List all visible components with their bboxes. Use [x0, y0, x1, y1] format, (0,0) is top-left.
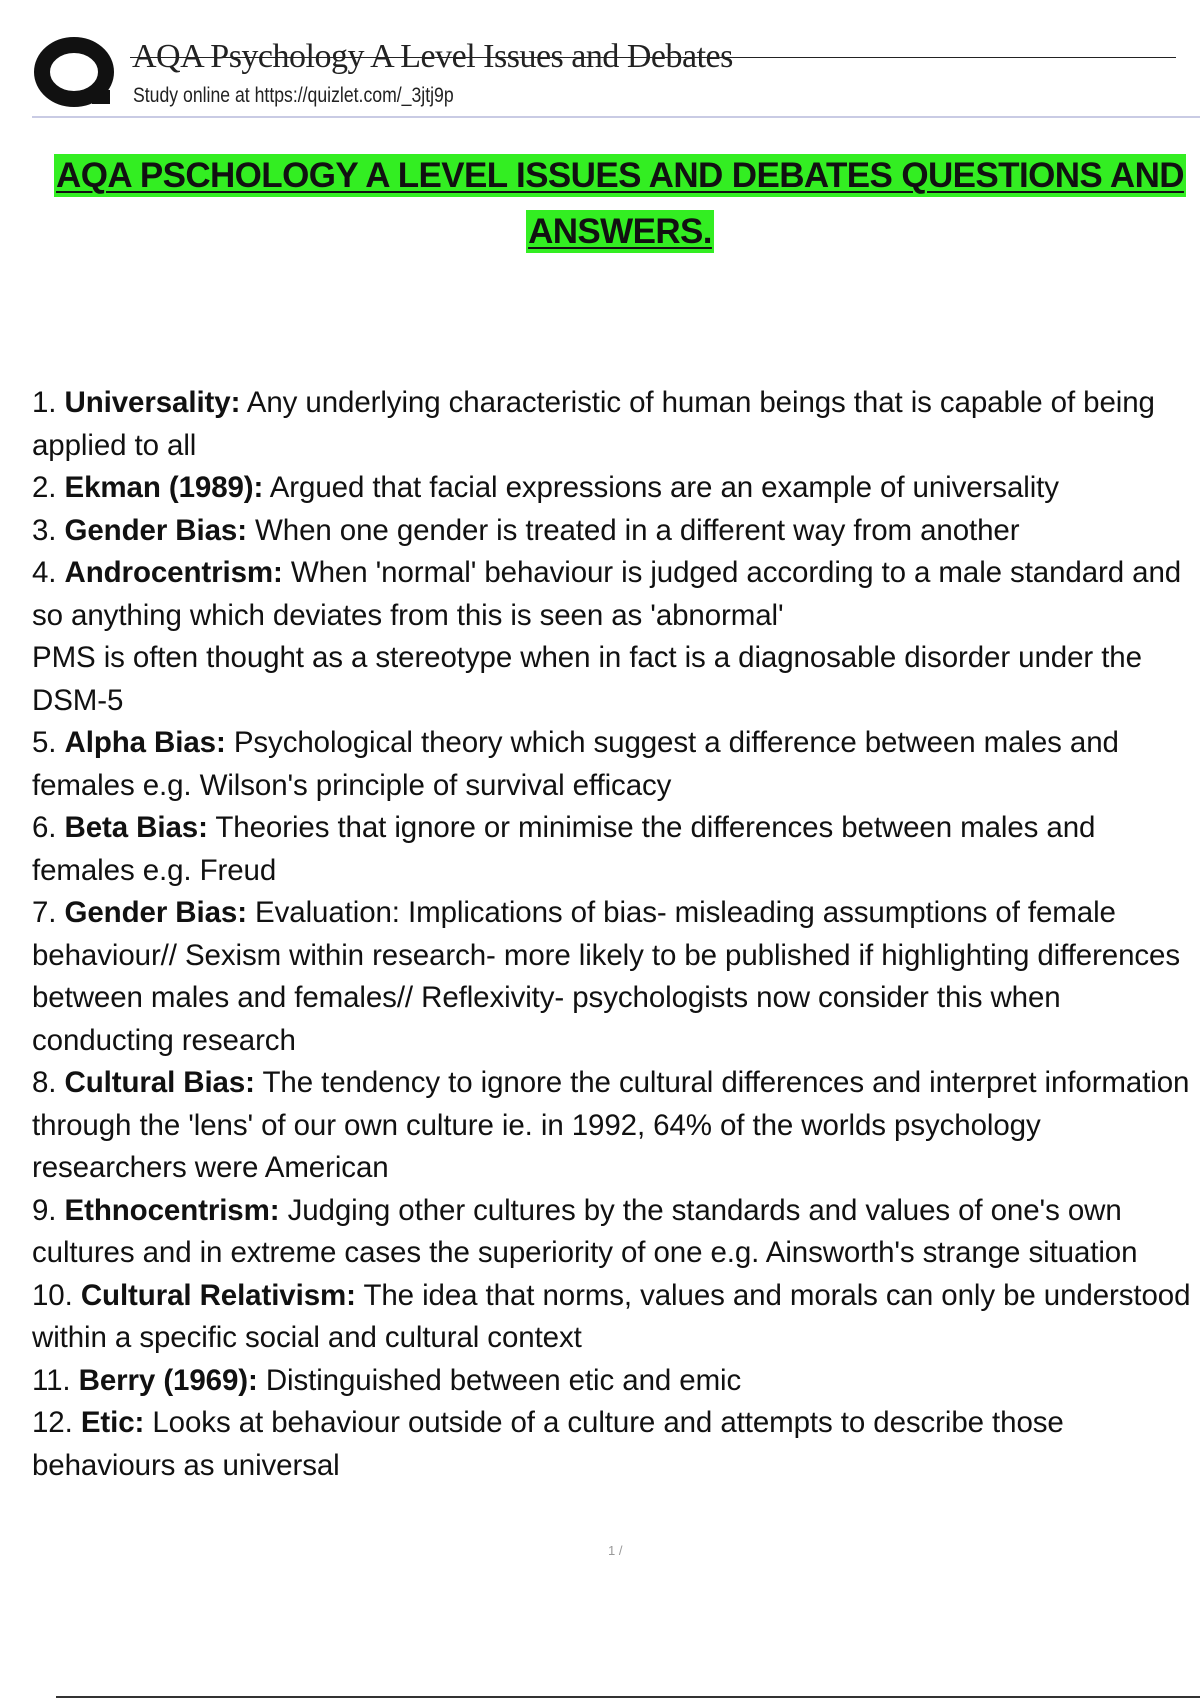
entry-number: 8.: [32, 1066, 57, 1099]
entry-definition: When 'normal' behaviour is judged according to a male standard and so anything which deviates from this is seen as 'abnormal': [32, 556, 1182, 632]
entry-number: 4.: [32, 556, 57, 589]
list-item: [32, 722, 1200, 807]
entry-extra-note: PMS is often thought as a stereotype when in fact is a diagnosable disorder under the DSM-5: [32, 641, 1142, 717]
entry-definition: Theories that ignore or minimise the differences between males and females e.g. Freud: [32, 811, 1096, 887]
list-item: [32, 1360, 1200, 1403]
entry-number: 9.: [32, 1193, 57, 1227]
entry-definition: Distinguished between etic and emic: [265, 1363, 742, 1397]
list-item: [32, 807, 1200, 892]
study-online-link[interactable]: Study online at https://quizlet.com/_3jtj9p: [133, 84, 454, 107]
document-header: [32, 34, 1200, 124]
entry-definition: Psychological theory which suggest a difference between males and females e.g. Wilson's principle of survival efficacy: [32, 726, 1119, 802]
entry-term: Ekman (1989):: [64, 471, 264, 504]
entry-term: Gender Bias:: [64, 513, 247, 547]
entry-term: Alpha Bias:: [64, 726, 226, 759]
entry-term: Universality:: [64, 386, 241, 419]
entry-definition: Argued that facial expressions are an example of universality: [269, 471, 1059, 504]
entry-definition: The tendency to ignore the cultural differences and interpret information through the 'lens' of our own culture ie. in 1992, 64% of the worlds psychology researchers were American: [32, 1066, 1190, 1184]
entry-term: Cultural Relativism:: [80, 1278, 356, 1312]
entry-number: 10.: [32, 1278, 73, 1312]
list-item: [32, 1275, 1200, 1360]
list-item: [32, 1190, 1200, 1275]
flashcard-list: [32, 382, 1200, 1487]
entry-number: 1.: [32, 386, 57, 419]
entry-definition: Any underlying characteristic of human beings that is capable of being applied to all: [32, 386, 1155, 462]
entry-number: 11.: [32, 1363, 71, 1397]
list-item: [32, 1402, 1200, 1487]
entry-number: 12.: [32, 1406, 73, 1439]
entry-number: 6.: [32, 811, 57, 844]
entry-term: Beta Bias:: [64, 811, 208, 844]
page-number: 1 /: [608, 1543, 623, 1558]
title-strike-rule: [130, 57, 1176, 58]
entry-term: Berry (1969):: [78, 1363, 258, 1397]
entry-definition: Judging other cultures by the standards and values of one's own cultures and in extreme cases the superiority of one e.g. Ainsworth's strange situation: [32, 1193, 1138, 1269]
list-item: [32, 1062, 1200, 1190]
list-item: [32, 510, 1200, 553]
page-heading-text: AQA PSCHOLOGY A LEVEL ISSUES AND DEBATES QUESTIONS AND ANSWERS.: [56, 156, 1184, 251]
entry-number: 2.: [32, 471, 57, 504]
footer-divider: [56, 1696, 1200, 1698]
entry-definition: The idea that norms, values and morals can only be understood within a specific social and cultural context: [32, 1278, 1191, 1354]
list-item: [32, 892, 1200, 1062]
entry-definition: When one gender is treated in a different way from another: [255, 513, 1020, 547]
entry-definition: Evaluation: Implications of bias- misleading assumptions of female behaviour// Sexism within research- more likely to be published if highlighting differences between males and females// Reflexivity- psychologists now consider this when conducting research: [32, 896, 1181, 1057]
entry-term: Cultural Bias:: [64, 1066, 255, 1099]
list-item: [32, 382, 1200, 467]
entry-term: Androcentrism:: [64, 556, 283, 589]
header-divider: [32, 116, 1200, 118]
entry-term: Ethnocentrism:: [64, 1193, 280, 1227]
entry-number: 5.: [32, 726, 57, 759]
quizlet-q-logo-icon: [32, 34, 142, 114]
entry-term: Gender Bias:: [64, 896, 247, 929]
entry-definition: Looks at behaviour outside of a culture and attempts to describe those behaviours as universal: [32, 1406, 1064, 1482]
list-item: [32, 467, 1200, 510]
entry-term: Etic:: [80, 1406, 145, 1439]
page-heading-banner: [40, 148, 1200, 260]
entry-number: 7.: [32, 896, 57, 929]
document-title: AQA Psychology A Level Issues and Debates: [132, 38, 733, 75]
list-item: [32, 552, 1200, 637]
entry-number: 3.: [32, 513, 57, 547]
